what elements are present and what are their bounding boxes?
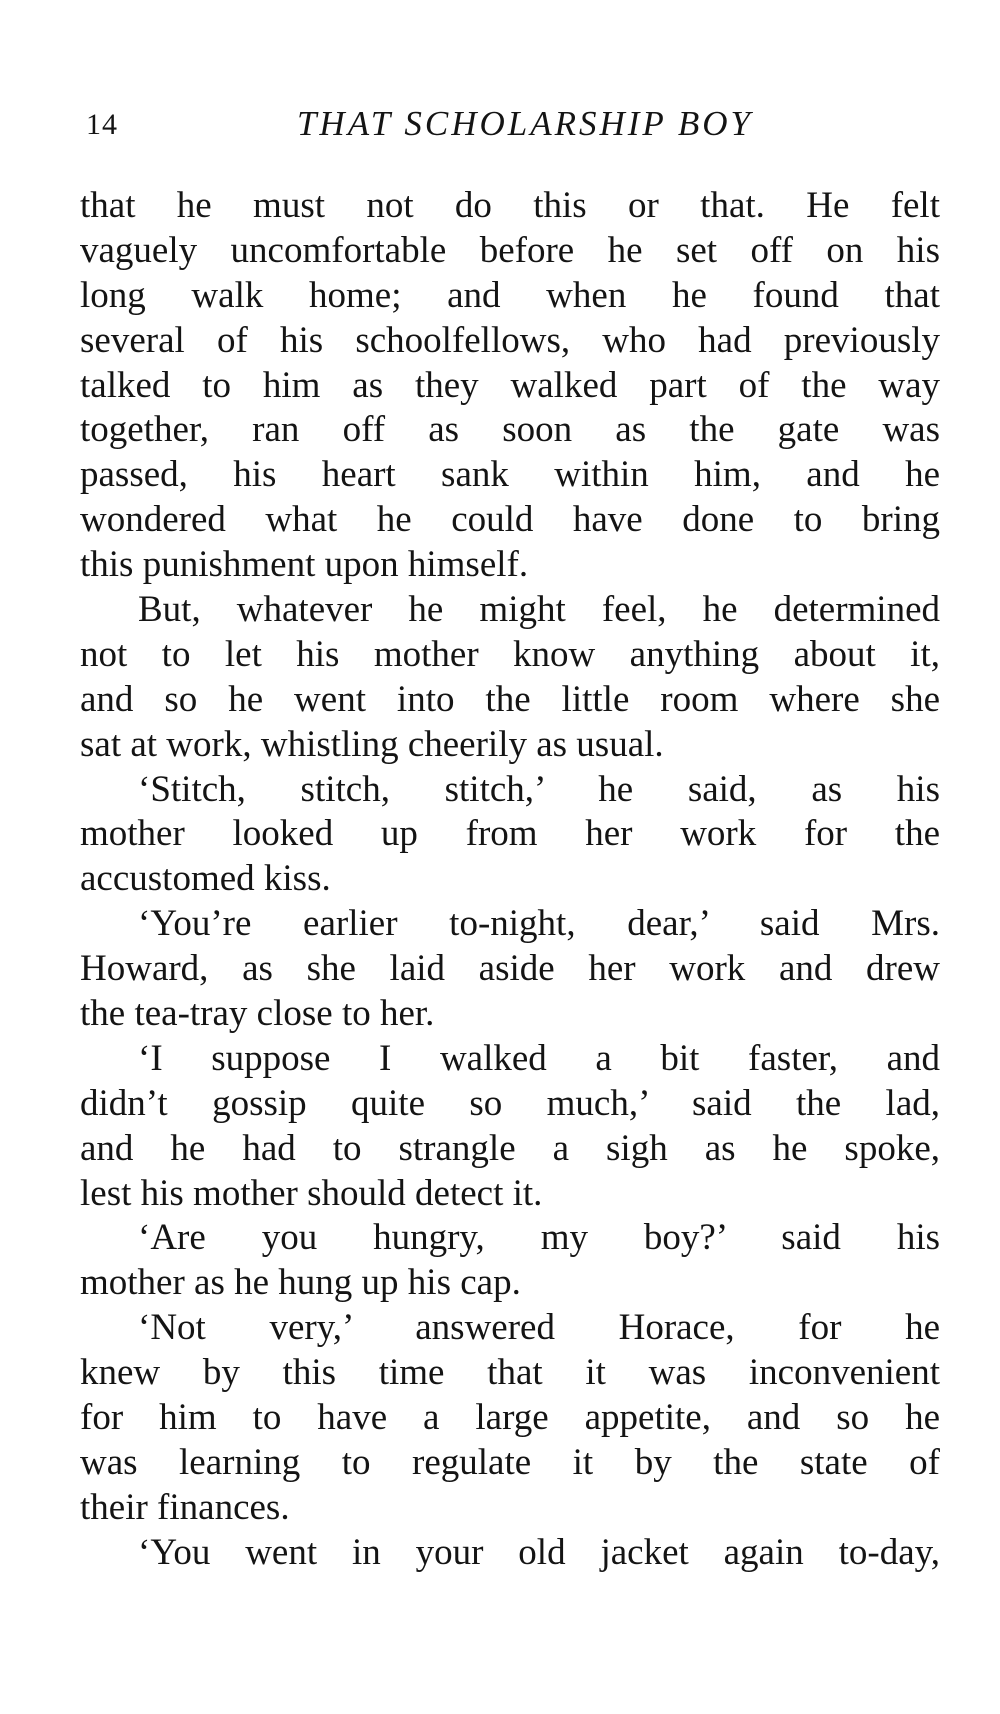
text-line: not to let his mother know anything about it, xyxy=(80,633,940,675)
text-line: ‘You’re earlier to-night, dear,’ said Mrs. xyxy=(138,903,940,945)
body-text xyxy=(80,184,940,1576)
text-line: ‘You went in your old jacket again to-day, xyxy=(138,1531,940,1573)
text-line: ‘Are you hungry, my boy?’ said his xyxy=(138,1217,940,1259)
text-line: knew by this time that it was inconvenient xyxy=(80,1352,940,1394)
text-line: vaguely uncomfortable before he set off on his xyxy=(80,229,940,271)
text-line: the tea-tray close to her. xyxy=(80,993,435,1035)
text-line: several of his schoolfellows, who had previously xyxy=(80,319,940,361)
text-line: and he had to strangle a sigh as he spoke, xyxy=(80,1127,940,1169)
text-line: that he must not do this or that. He felt xyxy=(80,185,940,226)
text-line: and so he went into the little room where she xyxy=(80,678,940,720)
text-line: lest his mother should detect it. xyxy=(80,1172,543,1214)
running-head xyxy=(80,100,940,150)
text-line: mother looked up from her work for the xyxy=(80,813,940,855)
page-number: 14 xyxy=(86,108,118,141)
text-line: was learning to regulate it by the state of xyxy=(80,1441,940,1483)
text-line: sat at work, whistling cheerily as usual. xyxy=(80,723,664,765)
text-line: for him to have a large appetite, and so he xyxy=(80,1397,940,1439)
text-line: But, whatever he might feel, he determined xyxy=(138,589,940,631)
text-line: passed, his heart sank within him, and he xyxy=(80,454,940,496)
text-line: mother as he hung up his cap. xyxy=(80,1262,521,1304)
book-title: THAT SCHOLARSHIP BOY xyxy=(296,104,754,143)
text-line: Howard, as she laid aside her work and drew xyxy=(80,948,940,990)
text-line: ‘Stitch, stitch, stitch,’ he said, as his xyxy=(138,768,940,810)
text-line: their finances. xyxy=(80,1486,290,1528)
text-line: together, ran off as soon as the gate was xyxy=(80,409,940,451)
text-line: talked to him as they walked part of the way xyxy=(80,364,940,406)
text-line: accustomed kiss. xyxy=(80,858,331,900)
text-line: long walk home; and when he found that xyxy=(80,274,940,316)
text-line: ‘I suppose I walked a bit faster, and xyxy=(138,1037,940,1079)
text-line: ‘Not very,’ answered Horace, for he xyxy=(138,1307,940,1349)
text-line: this punishment upon himself. xyxy=(80,544,529,586)
text-line: didn’t gossip quite so much,’ said the lad, xyxy=(80,1082,940,1124)
text-line: wondered what he could have done to bring xyxy=(80,499,940,541)
